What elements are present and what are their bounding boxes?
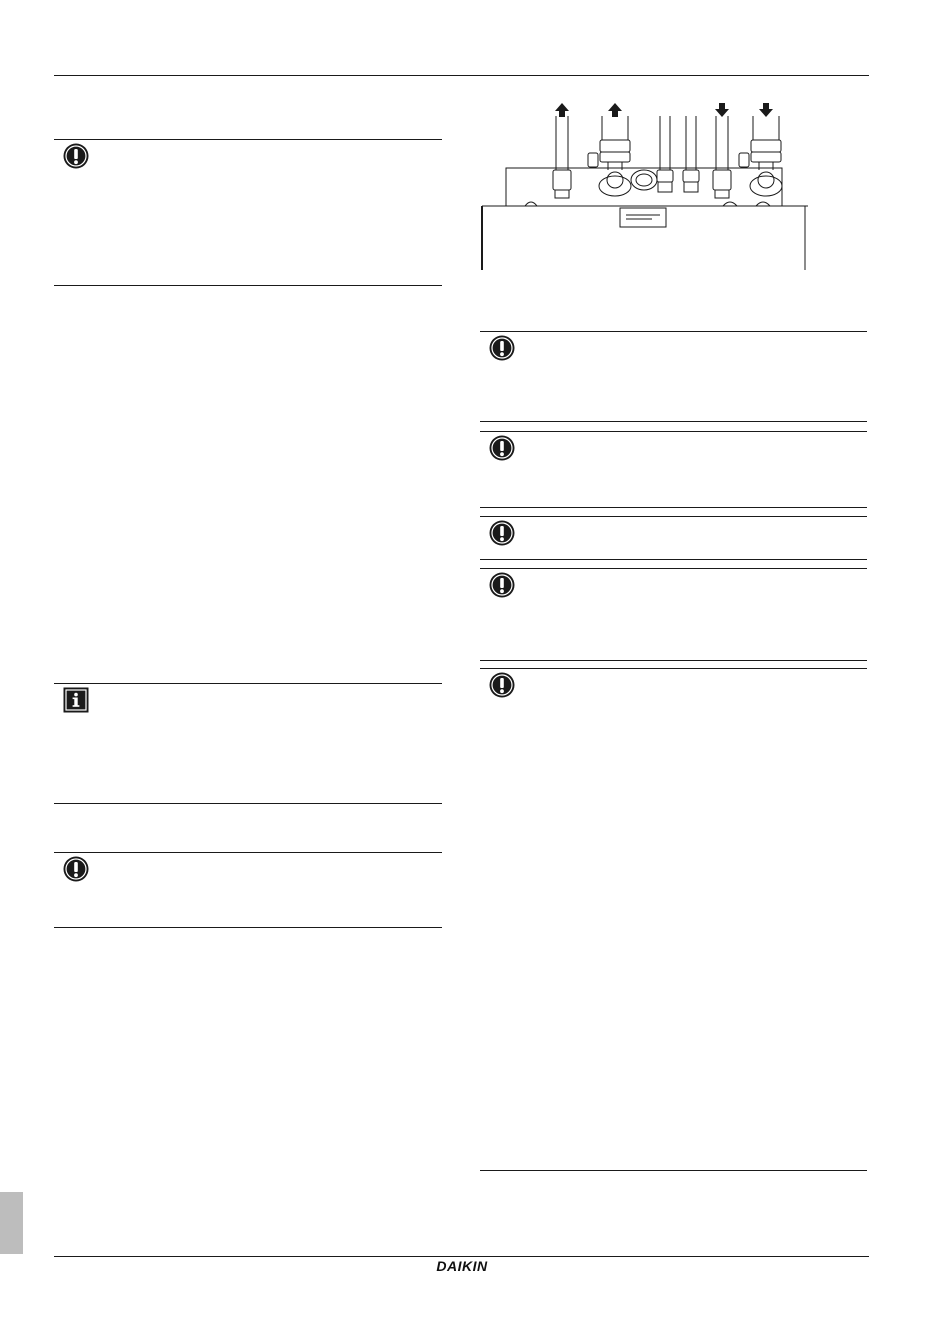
exclamation-circle-icon [62, 855, 90, 883]
exclamation-circle-icon [62, 142, 90, 170]
notice-2-bottom-rule [54, 927, 442, 928]
notice-5-bottom-rule [480, 559, 867, 560]
exclamation-circle-icon [488, 571, 516, 599]
arrow-up-icon [608, 103, 622, 117]
exclamation-circle-icon [488, 334, 516, 362]
chapter-side-tab [0, 1192, 23, 1254]
notice-4-top-rule [480, 431, 867, 432]
notice-3-top-rule [480, 331, 867, 332]
info-top-rule [54, 683, 442, 684]
notice-6-top-rule [480, 568, 867, 569]
exclamation-circle-icon [488, 519, 516, 547]
unit-piping-connections-figure [478, 98, 812, 270]
notice-3-bottom-rule [480, 421, 867, 422]
header-rule [54, 75, 869, 76]
information-box-icon [62, 686, 90, 714]
notice-6-bottom-rule [480, 660, 867, 661]
arrow-down-icon [759, 103, 773, 117]
notice-4-bottom-rule [480, 507, 867, 508]
exclamation-circle-icon [488, 671, 516, 699]
brand-logo: DAIKIN [436, 1258, 488, 1274]
notice-7-bottom-rule [480, 1170, 867, 1171]
info-bottom-rule [54, 803, 442, 804]
notice-1-bottom-rule [54, 285, 442, 286]
notice-5-top-rule [480, 516, 867, 517]
exclamation-circle-icon [488, 434, 516, 462]
arrow-up-icon [555, 103, 569, 117]
notice-7-top-rule [480, 668, 867, 669]
notice-2-top-rule [54, 852, 442, 853]
arrow-down-icon [715, 103, 729, 117]
notice-1-top-rule [54, 139, 442, 140]
footer-rule [54, 1256, 869, 1257]
